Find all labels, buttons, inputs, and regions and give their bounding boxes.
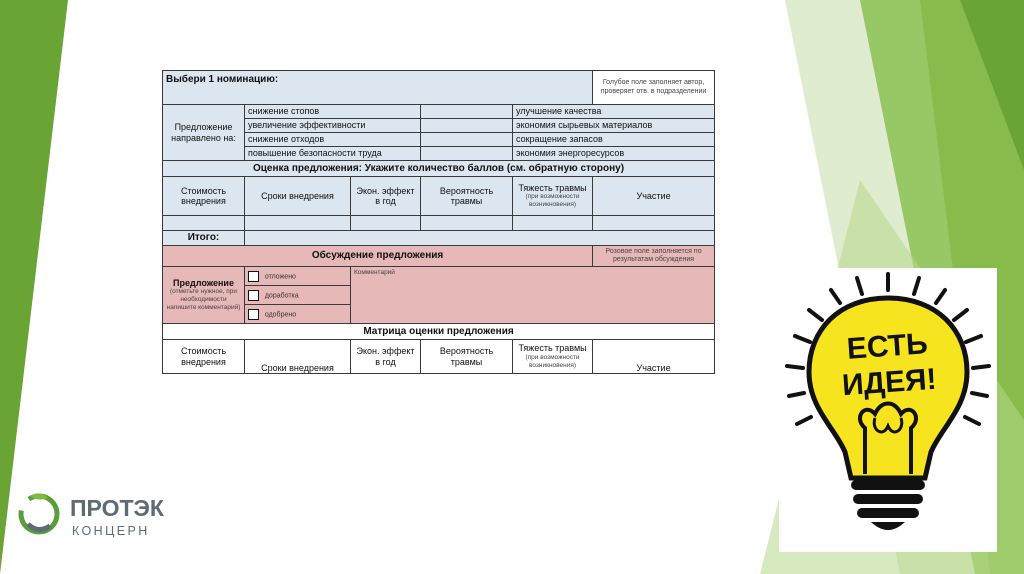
- total-value[interactable]: [245, 231, 715, 246]
- criterion-effect: Экон. эффект в год: [351, 177, 421, 216]
- nomination-row: [163, 147, 715, 161]
- proposal-label: Предложение: [173, 277, 234, 288]
- criterion-participation: Участие: [593, 177, 715, 216]
- protek-logo: [14, 488, 194, 544]
- decision-checkbox[interactable]: [248, 290, 259, 301]
- score-cell[interactable]: [593, 216, 715, 231]
- nomination-checkbox[interactable]: [421, 133, 513, 147]
- proposal-form: [162, 70, 714, 377]
- logo-name: ПРОТЭК: [70, 495, 164, 521]
- decision-label: отложено: [264, 272, 296, 280]
- score-cell[interactable]: [513, 216, 593, 231]
- evaluation-title-row: [163, 161, 715, 177]
- direction-label: Предложение направлено на:: [163, 105, 245, 161]
- idea-line2: ИДЕЯ!: [841, 362, 938, 403]
- nomination-title: Выбери 1 номинацию:: [163, 71, 593, 105]
- proposal-form-table: [162, 70, 715, 374]
- decision-option[interactable]: [245, 286, 351, 305]
- matrix-severity-label: Тяжесть травмы: [518, 343, 587, 354]
- matrix-participation: Участие: [593, 340, 715, 374]
- criterion-time: Сроки внедрения: [245, 177, 351, 216]
- light-bulb-icon: [779, 268, 997, 552]
- nomination-row: [163, 105, 715, 119]
- nomination-option[interactable]: экономия энергоресурсов: [513, 147, 715, 161]
- matrix-effect: Экон. эффект в год: [351, 340, 421, 374]
- nomination-row: [163, 133, 715, 147]
- criterion-severity: [513, 177, 593, 216]
- matrix-title: Матрица оценки предложения: [163, 324, 715, 340]
- nomination-option[interactable]: снижение стопов: [245, 105, 421, 119]
- severity-label: Тяжесть травмы: [518, 182, 587, 193]
- nomination-checkbox[interactable]: [421, 105, 513, 119]
- score-cell[interactable]: [351, 216, 421, 231]
- nomination-checkbox[interactable]: [421, 147, 513, 161]
- matrix-time: Сроки внедрения: [245, 340, 351, 374]
- matrix-title-row: [163, 324, 715, 340]
- nomination-option[interactable]: улучшение качества: [513, 105, 715, 119]
- decision-checkbox[interactable]: [248, 309, 259, 320]
- logo-subtitle: КОНЦЕРН: [72, 524, 150, 538]
- comment-field[interactable]: [351, 267, 715, 324]
- nomination-option[interactable]: экономия сырьевых материалов: [513, 119, 715, 133]
- decision-label: одобрено: [264, 310, 297, 318]
- score-input-row: [163, 216, 715, 231]
- nomination-row: [163, 119, 715, 133]
- decision-row: [163, 267, 715, 286]
- total-row: [163, 231, 715, 246]
- score-cell[interactable]: [163, 216, 245, 231]
- proposal-status-cell: [163, 267, 245, 324]
- matrix-severity: [513, 340, 593, 374]
- blue-field-note: Голубое поле заполняет автор, проверяет отв. в подразделении: [593, 71, 715, 105]
- total-label: Итого:: [163, 231, 245, 246]
- criteria-header-row: [163, 177, 715, 216]
- discussion-title-row: [163, 246, 715, 267]
- matrix-cost: Стоимость внедрения: [163, 340, 245, 374]
- score-cell[interactable]: [421, 216, 513, 231]
- criterion-probability: Вероятность травмы: [421, 177, 513, 216]
- nomination-option[interactable]: снижение отходов: [245, 133, 421, 147]
- pink-field-note: Розовое поле заполняется по результатам обсуждения: [593, 246, 715, 267]
- bulb-base: [851, 480, 925, 490]
- decision-checkbox[interactable]: [248, 271, 259, 282]
- score-cell[interactable]: [245, 216, 351, 231]
- decision-option[interactable]: [245, 305, 351, 324]
- nomination-option[interactable]: повышение безопасности труда: [245, 147, 421, 161]
- severity-note: (при возможности возникновения): [525, 193, 580, 209]
- decision-label: доработка: [264, 291, 299, 299]
- matrix-severity-note: (при возможности возникновения): [525, 353, 580, 369]
- title-row: [163, 71, 715, 105]
- decision-option[interactable]: [245, 267, 351, 286]
- comment-label: Комментарий: [354, 269, 395, 276]
- logo-emblem-icon: [14, 488, 194, 544]
- nomination-option[interactable]: сокращение запасов: [513, 133, 715, 147]
- criterion-cost: Стоимость внедрения: [163, 177, 245, 216]
- idea-line1: ЕСТЬ: [845, 327, 929, 366]
- matrix-probability: Вероятность травмы: [421, 340, 513, 374]
- nomination-option[interactable]: увеличение эффективности: [245, 119, 421, 133]
- discussion-title: Обсуждение предложения: [163, 246, 593, 267]
- proposal-note: (отметьте нужное, при необходимости напишите комментарий): [166, 287, 241, 312]
- matrix-header-row: [163, 340, 715, 374]
- nomination-checkbox[interactable]: [421, 119, 513, 133]
- idea-bulb-picture: [779, 268, 997, 552]
- evaluation-title: Оценка предложения: Укажите количество баллов (см. обратную сторону): [163, 161, 715, 177]
